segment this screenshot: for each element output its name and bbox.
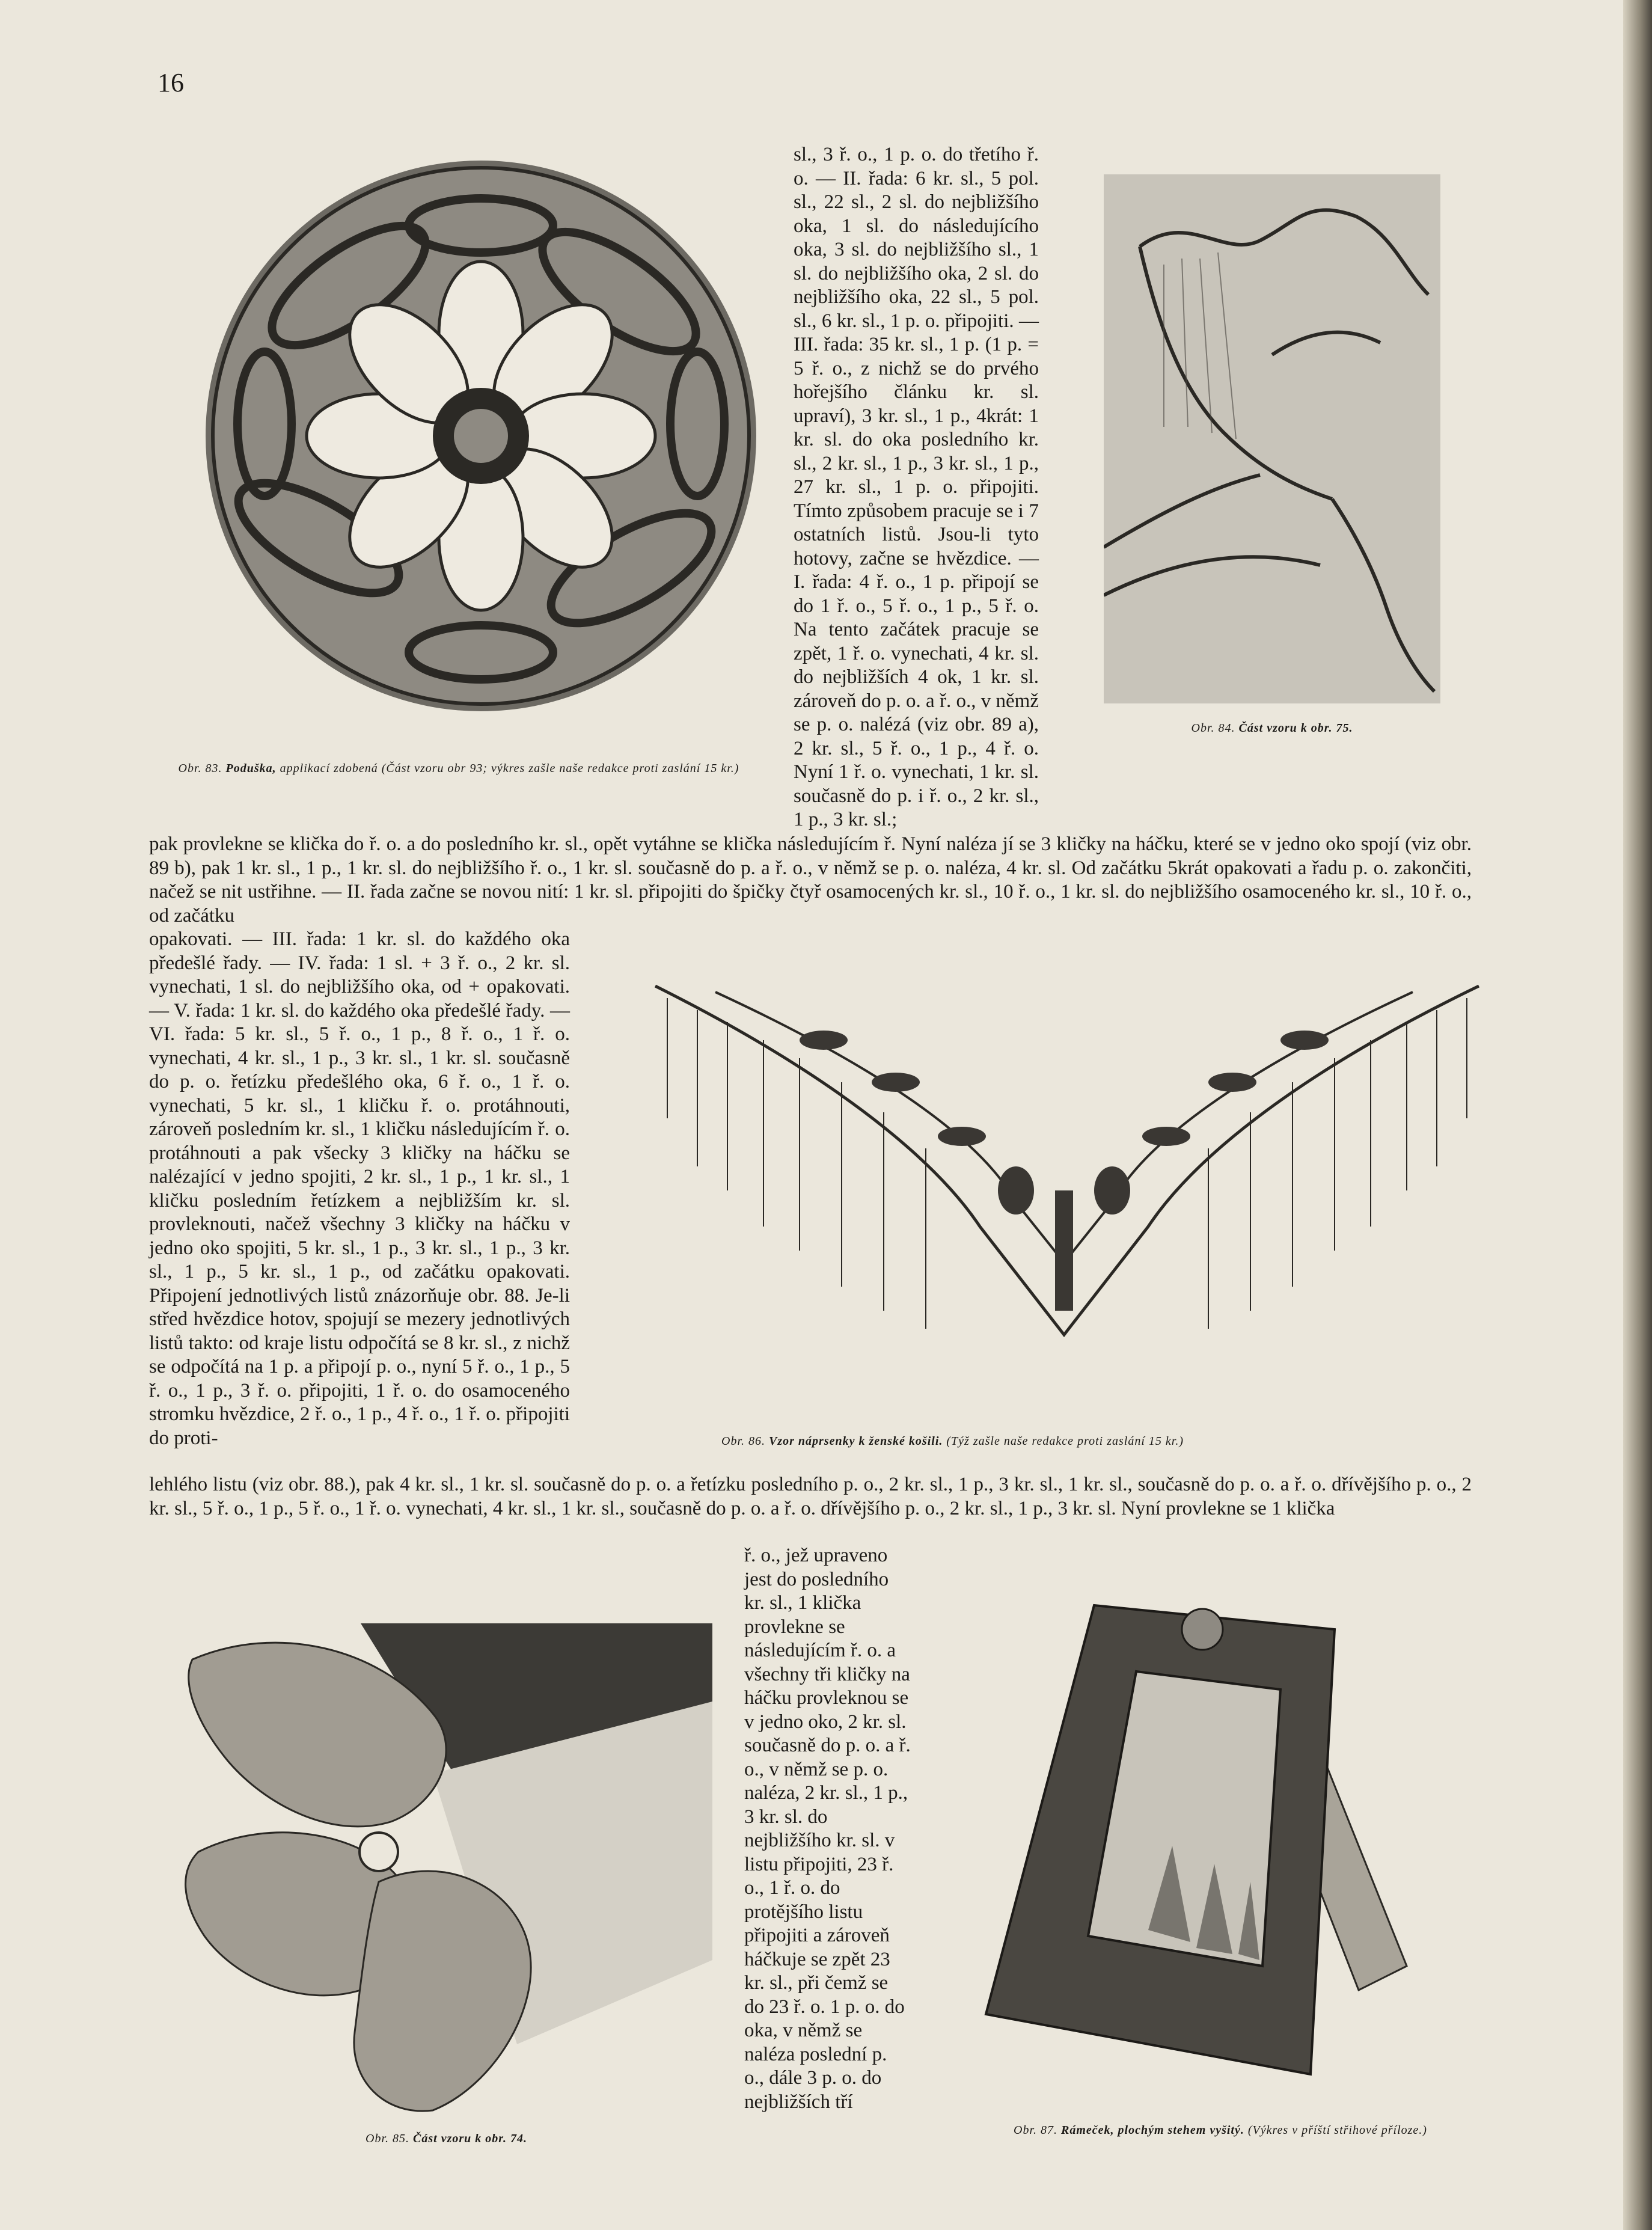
cushion-illustration — [198, 153, 763, 718]
figure-86-caption: Obr. 86. Vzor náprsenky k ženské košili. (Týž zašle naše redakce proti zaslání 15 kr.) — [721, 1435, 1184, 1448]
figure-85-lace — [180, 1623, 712, 2116]
figure-83-cushion — [198, 153, 763, 718]
page-number: 16 — [158, 68, 184, 97]
text-full-width-2: lehlého listu (viz obr. 88.), pak 4 kr. sl., 1 kr. sl. současně do p. o. a řetízku posledního p. o., 2 kr. sl., 1 p., 3 kr. sl., 1 kr. sl., současně do p. o. a ř. o. dřívějšího p. o., 2 kr. sl., 5 ř. o., 1 p., 5 ř. o., 1 ř. o. vynechati, 4 kr. sl., 1 kr. sl., současně do p. o. a ř. o. dřívějšího p. o., 2 kr. sl., 1 p., 3 kr. sl. Nyní provlekne se 1 klička — [149, 1474, 1472, 1519]
figure-87-caption: Obr. 87. Rámeček, plochým stehem vyšitý. (Výkres v příští střihové příloze.) — [1014, 2124, 1427, 2137]
book-spine-edge — [1623, 0, 1652, 2230]
text-column-left: opakovati. — III. řada: 1 kr. sl. do každého oka předešlé řady. — IV. řada: 1 sl. + 3 ř. o., 2 kr. sl. vynechati, 1 sl. do nejbližšího oka, od + opakovati. — V. řada: 1 kr. sl. do každého oka předešlé řady. — VI. řada: 5 kr. sl., 5 ř. o., 1 p., 8 ř. o., 1 ř. o. vynechati, 4 kr. sl., 1 p., 3 kr. sl., 1 kr. sl. současně do p. o. řetízku předešlého oka, 6 ř. o., 1 ř. o. vynechati, 5 kr. sl., 1 kličku ř. o. protáhnouti, zároveň posledním kr. sl., 1 kličku následujícím ř. o. protáhnouti a pak všecky 3 kličky na háčku se nalézající v jedno spojiti, 2 kr. sl., 1 p., 1 kr. sl., 1 kličku posledním řetízkem a nejbližším kr. sl. provleknouti, načež všechny 3 kličky na háčku v jedno oko spojiti, 5 kr. sl., 1 p., 3 kr. sl., 1 p., 3 kr. sl., 1 p., 5 kr. sl., 1 p., od začátku opakovati. Připojení jednotlivých listů znázorňuje obr. 88. Je-li střed hvězdice hotov, spojují se mezery jednotlivých listů takto: od kraje listu odpočítá se 8 kr. sl., z nichž se odpočítá na 1 p. a připojí p. o., nyní 5 ř. o., 1 p., 5 ř. o., 1 p., 3 ř. o. připojiti, 1 ř. o. do osamoceného stromku hvězdice, 2 ř. o., 1 p., 4 ř. o., 1 ř. o. připojiti do proti- — [149, 928, 570, 1449]
lace-illustration — [180, 1623, 712, 2116]
frame-illustration — [974, 1593, 1461, 2086]
text-full-width-1: pak provlekne se klička do ř. o. a do posledního kr. sl., opět vytáhne se klička následujícím ř. Nyní naléza jí se 3 kličky na háčku, které se v jedno oko spojí (viz obr. 89 b), pak 1 kr. sl., 1 p., 1 kr. sl. do nejbližšího ř. o., 1 kr. sl. současně do p. a ř. o., v němž se p. o. naléza, 4 kr. sl. Od začátku 5krát opakovati a řadu p. o. zakončiti, načež se nit ustřihne. — II. řada začne se novou nití: 1 kr. sl. připojiti do špičky čtyř osamocených kr. sl., 10 ř. o., 1 kr. sl. do nejbližšího osamoceného kr. sl., 10 ř. o., od začátku — [149, 833, 1472, 927]
yoke-illustration — [643, 974, 1491, 1347]
figure-86-yoke — [643, 974, 1491, 1347]
figure-84-caption: Obr. 84. Část vzoru k obr. 75. — [1191, 721, 1353, 735]
figure-85-caption: Obr. 85. Část vzoru k obr. 74. — [366, 2132, 527, 2145]
figure-83-caption: Obr. 83. Poduška, applikací zdobená (Část vzoru obr 93; výkres zašle naše redakce proti zaslání 15 kr.) — [178, 762, 739, 775]
figure-87-frame — [974, 1593, 1461, 2086]
text-column-narrow: ř. o., jež upraveno jest do posledního kr. sl., 1 klička provlekne se následujícím ř. o. a všechny tři kličky na háčku provleknou se v jedno oko, 2 kr. sl. současně do p. o. a ř. o., v němž se p. o. naléza, 2 kr. sl., 1 p., 3 kr. sl. do nejbližšího kr. sl. v listu připojiti, 23 ř. o., 1 ř. o. do protějšího listu připojiti a zároveň háčkuje se zpět 23 kr. sl., při čemž se do 23 ř. o. 1 p. o. do oka, v němž se naléza poslední p. o., dále 3 p. o. do nejbližších tří — [744, 1545, 911, 2113]
figure-84-sketch — [1104, 174, 1440, 703]
text-column-top: sl., 3 ř. o., 1 p. o. do třetího ř. o. — II. řada: 6 kr. sl., 5 pol. sl., 22 sl., 2 sl. do nejbližšího oka, 1 sl. do následujícího oka, 3 sl. do nejbližšího sl., 1 sl. do nejbližšího oka, 2 sl. do nejbližšího oka, 22 sl., 5 pol. sl., 6 kr. sl., 1 p. o. připojiti. — III. řada: 35 kr. sl., 1 p. (1 p. = 5 ř. o., z nichž se do prvého hořejšího článku kr. sl. upraví), 3 kr. sl., 1 p., 4krát: 1 kr. sl. do oka posledního kr. sl., 2 kr. sl., 1 p., 3 kr. sl., 1 p., 27 kr. sl., 1 p. o. připojiti. Tímto způsobem pracuje se i 7 ostatních listů. Jsou-li tyto hotovy, začne se hvězdice. — I. řada: 4 ř. o., 1 p. připojí se do 1 ř. o., 5 ř. o., 1 p., 5 ř. o. Na tento začátek pracuje se zpět, 1 ř. o. vynechati, 4 kr. sl. do nejbližších 4 ok, 1 kr. sl. zároveň do p. o. a ř. o., v němž se p. o. nalézá (viz obr. 89 a), 2 kr. sl., 5 ř. o., 1 p., 4 ř. o. Nyní 1 ř. o. vynechati, 1 kr. sl. současně do p. i ř. o., 2 kr. sl., 1 p., 3 kr. sl.; — [794, 144, 1039, 830]
embroidery-sketch-illustration — [1104, 174, 1440, 703]
